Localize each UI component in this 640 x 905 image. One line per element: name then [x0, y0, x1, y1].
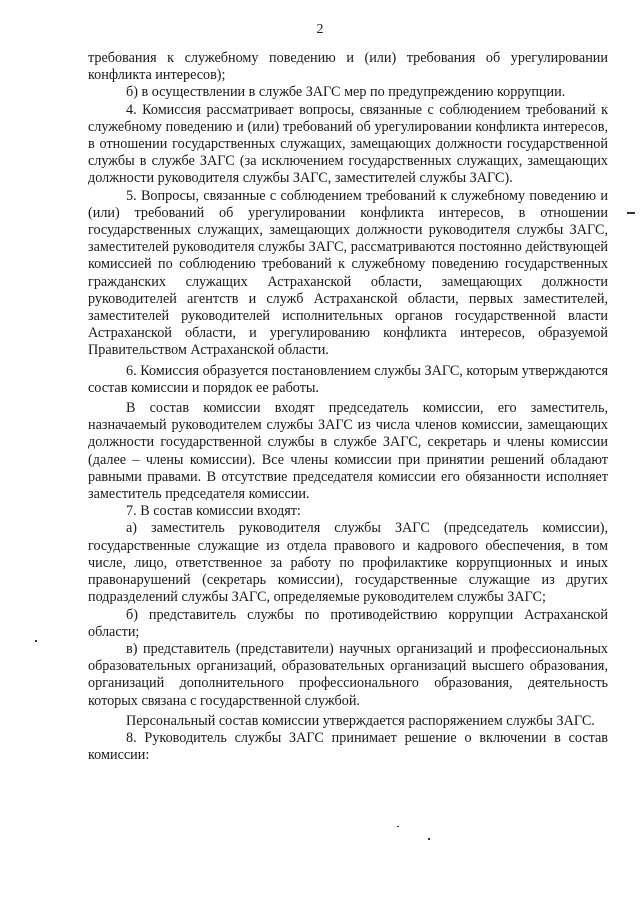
scan-speck — [428, 838, 430, 840]
scan-speck — [397, 826, 399, 827]
paragraph-8: 8. Руководитель службы ЗАГС принимает решение о включении в состав комиссии: — [88, 729, 608, 764]
paragraph-5: 5. Вопросы, связанные с соблюдением требований к служебному поведению и (или) требований об урегулировании конфликта интересов, в отношении государственных служащих, замещающих должности руководителя службы ЗАГС, заместителей руководителя службы ЗАГС, рассматриваются постоянно действующей комиссией по соблюдению требований к служебному поведению государственных гражданских служащих Астраханской области, замещающих должности руководителей агентств и служб Астраханской области, первых заместителей, заместителей руководителей исполнительных органов государственной власти Астраханской области, и урегулированию конфликта интересов, образуемой Правительством Астраханской области. — [88, 187, 608, 359]
paragraph-personal-composition: Персональный состав комиссии утверждается распоряжением службы ЗАГС. — [126, 712, 595, 729]
paragraph-commission-members: В состав комиссии входят председатель комиссии, его заместитель, назначаемый руководителем службы ЗАГС из числа членов комиссии, замещающих должности государственной службы в службе ЗАГС, секретарь и члены комиссии (далее – члены комиссии). Все члены комиссии при принятии решений обладают равными правами. В отсутствие председателя комиссии его обязанности исполняет заместитель председателя комиссии. — [88, 400, 608, 503]
paragraph-item-b: б) в осуществлении в службе ЗАГС мер по предупреждению коррупции. — [126, 84, 566, 101]
paragraph-7v: в) представитель (представители) научных организаций и профессиональных образовательных организаций, образовательных организаций высшего образования, организаций дополнительного профессионального образования, деятельность которых связана с государственной службой. — [88, 640, 608, 709]
paragraph-7b: б) представитель службы по противодействию коррупции Астраханской области; — [88, 606, 608, 640]
paragraph-7a: а) заместитель руководителя службы ЗАГС (председатель комиссии), государственные служащие из отдела правового и кадрового обеспечения, в том числе, лицо, ответственное за работу по профилактике коррупционных и иных правонарушений (секретарь комиссии), государственные служащие из других подразделений службы ЗАГС, определяемые руководителем службы ЗАГС; — [88, 520, 608, 606]
paragraph-continuation: требования к служебному поведению и (или) требования об урегулировании конфликта интересов); — [88, 50, 608, 84]
page-number: 2 — [316, 22, 324, 37]
paragraph-6: 6. Комиссия образуется постановлением службы ЗАГС, которым утверждаются состав комиссии и порядок ее работы. — [88, 362, 608, 396]
document-body — [88, 50, 608, 764]
scan-mark — [627, 212, 635, 214]
paragraph-7: 7. В состав комиссии входят: — [126, 503, 301, 520]
paragraph-4: 4. Комиссия рассматривает вопросы, связанные с соблюдением требований к служебному поведению и (или) требований об урегулировании конфликта интересов, в отношении государственных служащих, замещающих должности государственной службы в службе ЗАГС (за исключением государственных служащих, замещающих должности руководителя службы ЗАГС, заместителей службы ЗАГС). — [88, 101, 608, 187]
scan-speck — [35, 640, 37, 642]
